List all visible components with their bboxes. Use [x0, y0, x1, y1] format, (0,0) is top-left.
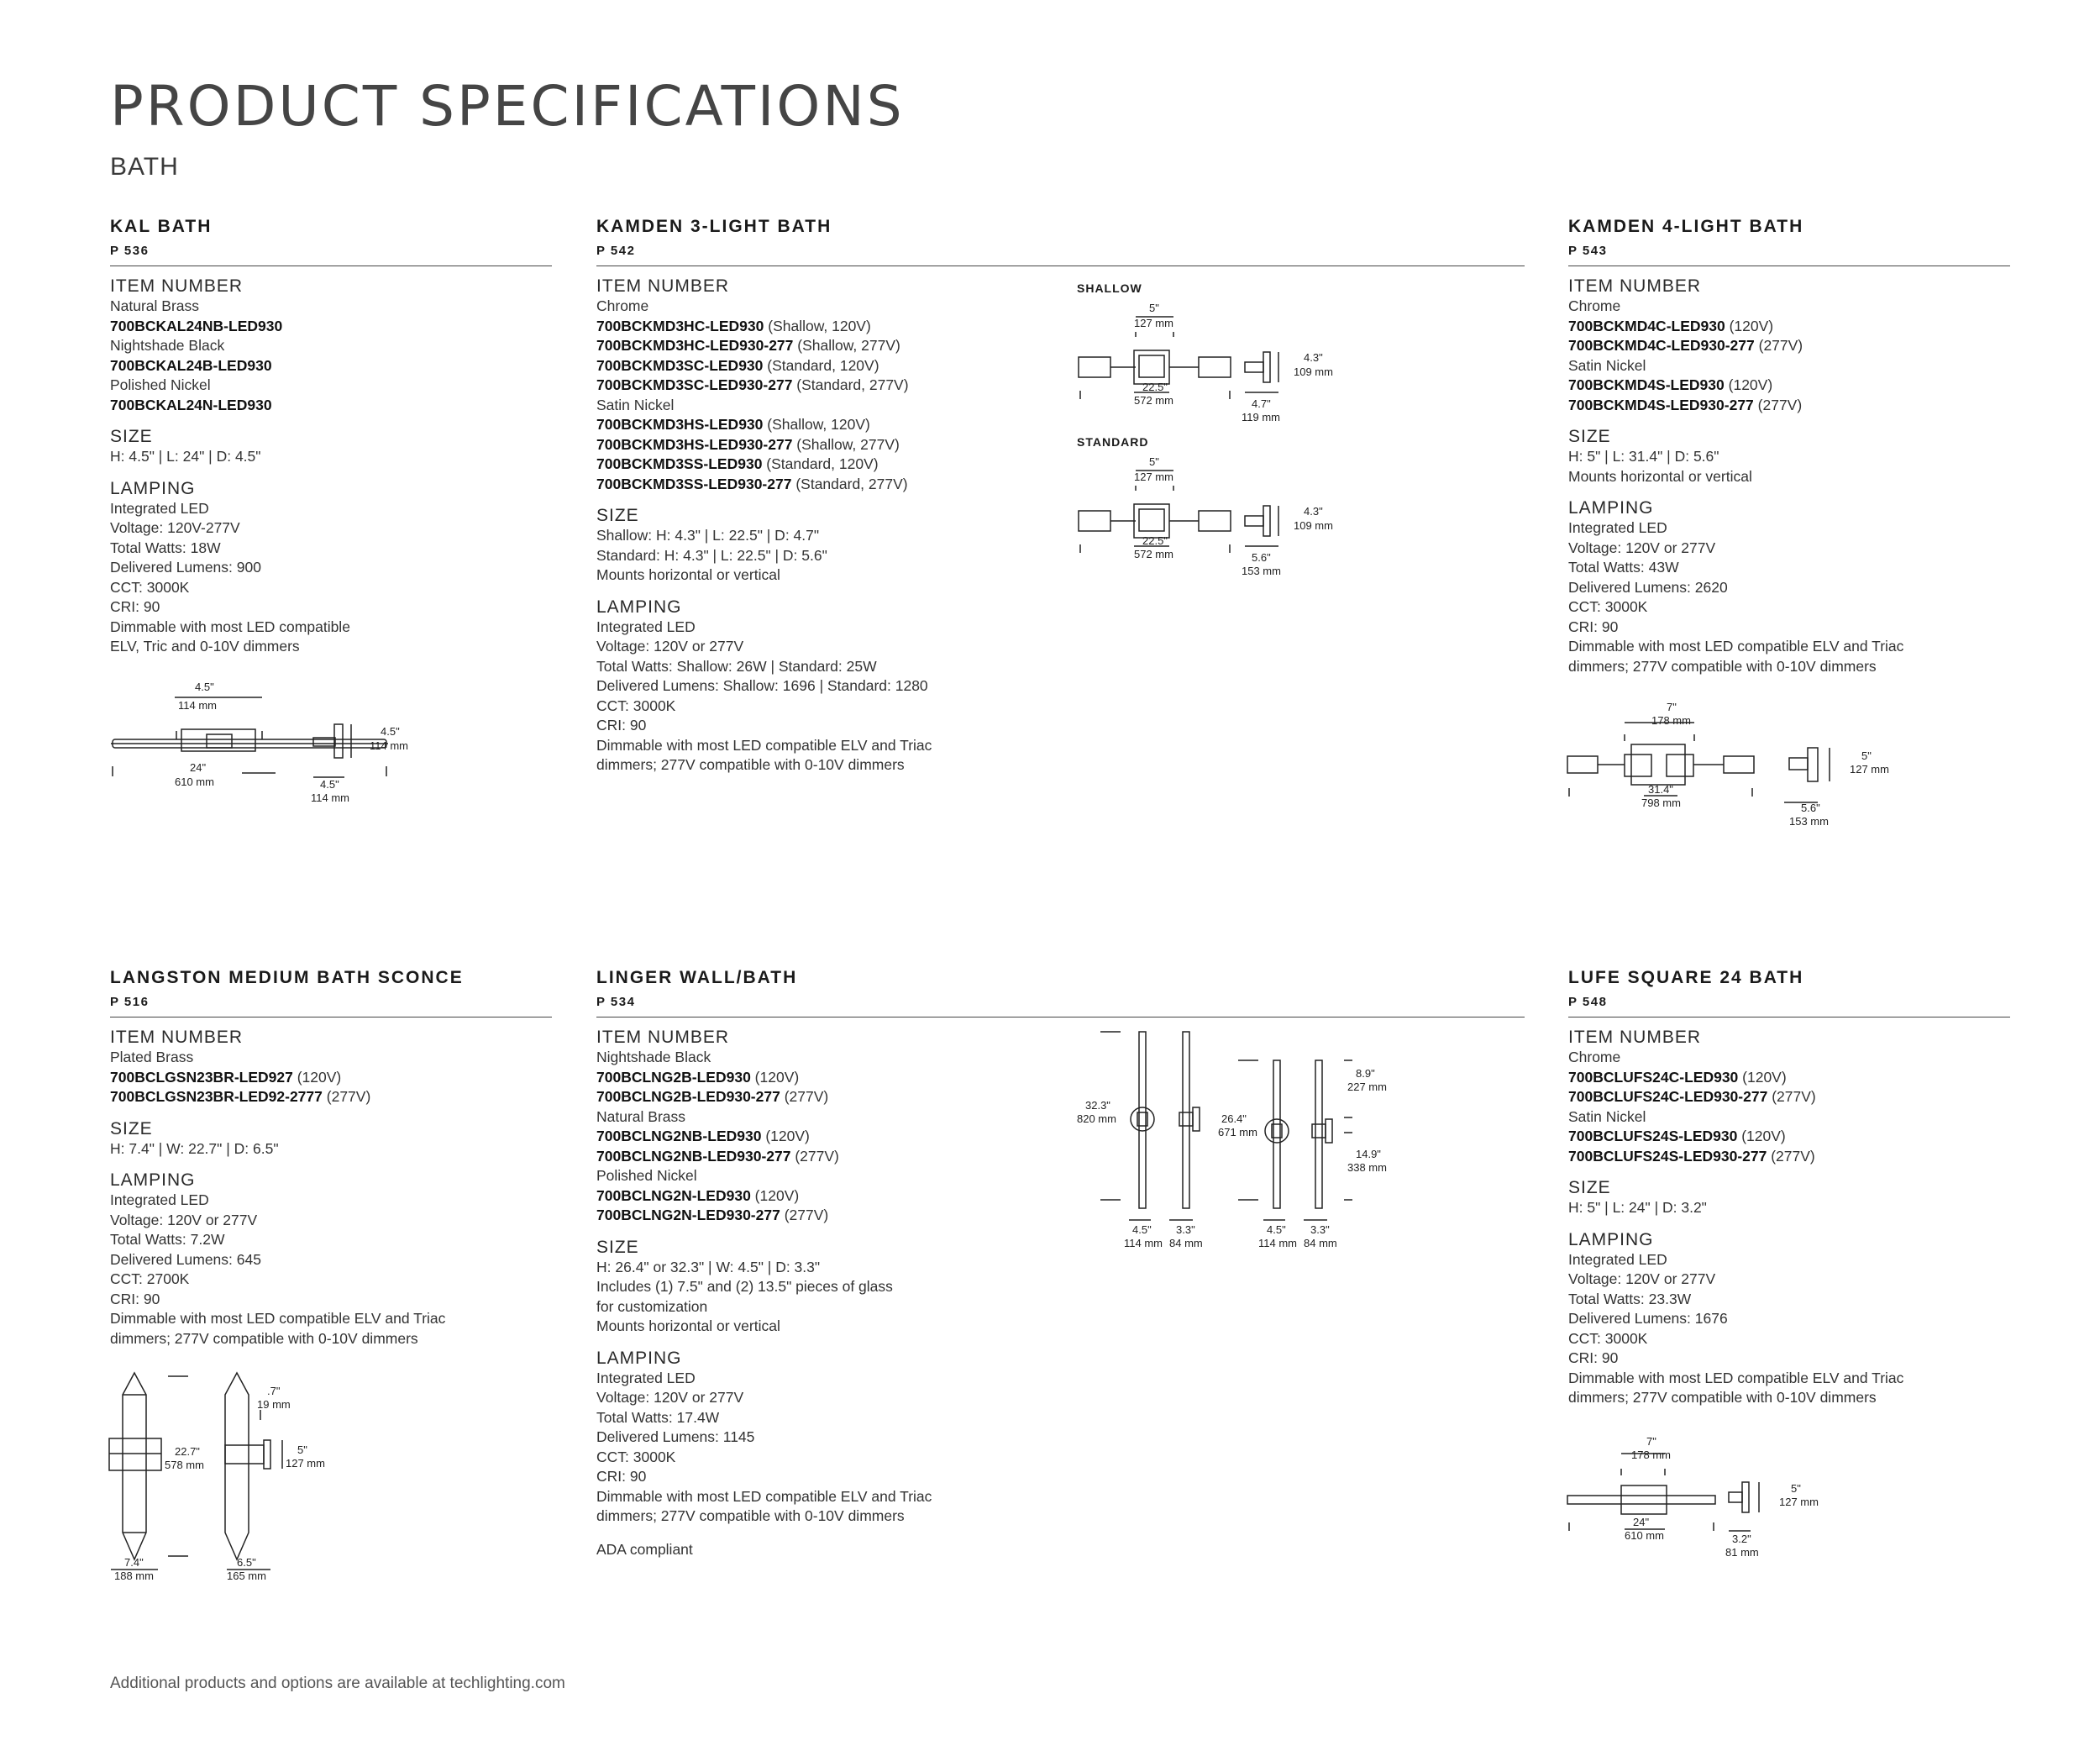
kal-dim-len-in: 24": [190, 761, 207, 774]
item-code-text: 700BCLGSN23BR-LED927: [110, 1068, 293, 1086]
linger-w-mm-2: 114 mm: [1258, 1237, 1297, 1249]
kal-dim-h-in: 4.5": [381, 725, 400, 738]
item-code: [596, 1147, 1067, 1167]
item-variant: (120V): [750, 1068, 800, 1086]
kamden3-standard-len-mm: 572 mm: [1134, 548, 1173, 560]
item-code: [110, 317, 552, 337]
item-code-text: 700BCKMD4C-LED930: [1568, 317, 1725, 334]
lamping-line: Total Watts: 18W: [110, 539, 221, 556]
item-code-text: 700BCKMD4S-LED930: [1568, 376, 1725, 393]
finish-text: Natural Brass: [596, 1107, 686, 1125]
finish-name: [1568, 297, 2010, 317]
item-variant: (Shallow, 277V): [792, 435, 900, 453]
item-code-text: 700BCLNG2NB-LED930-277: [596, 1147, 791, 1165]
kamden4-d-in: 5.6": [1801, 802, 1820, 814]
item-code: [596, 1068, 1067, 1088]
size-heading: SIZE: [596, 1237, 639, 1257]
finish-name: [110, 1048, 552, 1068]
item-code-text: 700BCKMD3SC-LED930-277: [596, 376, 793, 393]
lamping-line: ELV, Tric and 0-10V dimmers: [110, 638, 300, 655]
kal-dim-top-in: 4.5": [195, 681, 214, 693]
finish-name: [110, 297, 552, 317]
lufe-d-in: 3.2": [1732, 1533, 1751, 1545]
linger-w-in-1: 4.5": [1132, 1223, 1152, 1236]
kamden3-standard-label: STANDARD: [1077, 435, 1149, 449]
kamden3-shallow-len-mm: 572 mm: [1134, 394, 1173, 407]
size-line: Mounts horizontal or vertical: [1568, 467, 1752, 485]
langston-top-in: .7": [267, 1385, 281, 1397]
langston-dimension-diagram: [108, 1370, 343, 1580]
size-heading: SIZE: [1568, 1178, 1611, 1197]
finish-text: Chrome: [596, 297, 649, 314]
item-number-heading: ITEM NUMBER: [1568, 1028, 1701, 1047]
item-variant: (120V): [761, 1128, 810, 1144]
item-variant: (120V): [1725, 317, 1774, 334]
item-variant: (Shallow, 120V): [764, 317, 871, 334]
item-variant: (Standard, 277V): [792, 376, 909, 393]
lamping-line: CRI: 90: [110, 598, 160, 615]
item-variant: (120V): [292, 1068, 342, 1086]
product-name: KAMDEN 4-LIGHT BATH: [1568, 217, 1804, 236]
product-text-column: [1568, 276, 2010, 676]
lamping-line: Integrated LED: [596, 1369, 696, 1386]
finish-name: [596, 297, 1067, 317]
item-variant: (277V): [322, 1088, 371, 1105]
item-code: [1568, 1127, 2010, 1147]
lamping-line: Voltage: 120V or 277V: [596, 1389, 744, 1406]
lamping-line: Dimmable with most LED compatible ELV and Triac: [596, 1487, 932, 1505]
item-code: [1568, 396, 2010, 416]
product-text-column: [596, 1028, 1067, 1559]
lamping-line: Dimmable with most LED compatible ELV and Triac: [1568, 638, 1904, 655]
product-page-ref: P 548: [1568, 995, 1608, 1009]
lamping-line: Delivered Lumens: 645: [110, 1250, 261, 1268]
lamping-line: Total Watts: 17.4W: [596, 1408, 720, 1426]
item-code: [596, 317, 1067, 337]
finish-name: [1568, 1048, 2010, 1068]
lamping-heading: LAMPING: [110, 1170, 196, 1190]
item-code: [596, 1186, 1067, 1207]
product-lufe-square-24-bath: [1568, 968, 2010, 1408]
lamping-heading: LAMPING: [596, 1348, 682, 1368]
finish-name: [1568, 1107, 2010, 1128]
item-number-heading: ITEM NUMBER: [596, 1028, 729, 1047]
kamden4-top-in: 7": [1667, 701, 1677, 713]
langston-d-in: 6.5": [237, 1556, 256, 1569]
product-page-ref: P 542: [596, 244, 636, 258]
finish-text: Polished Nickel: [596, 1167, 697, 1184]
lufe-top-in: 7": [1646, 1435, 1656, 1448]
size-heading: SIZE: [110, 1118, 153, 1138]
item-code-text: 700BCKMD3SS-LED930: [596, 455, 763, 472]
product-name: KAL BATH: [110, 217, 213, 236]
product-page-ref: P 516: [110, 995, 150, 1009]
lamping-line: Integrated LED: [596, 618, 696, 635]
size-line: Mounts horizontal or vertical: [596, 566, 780, 583]
lamping-line: Integrated LED: [1568, 519, 1667, 536]
item-code: [596, 336, 1067, 356]
product-kamden-3-light-bath: [596, 217, 1525, 776]
linger-d-mm-2: 84 mm: [1304, 1237, 1337, 1249]
size-line: Standard: H: 4.3" | L: 22.5" | D: 5.6": [596, 546, 827, 564]
product-name: LANGSTON MEDIUM BATH SCONCE: [110, 968, 464, 987]
lamping-heading: LAMPING: [596, 597, 682, 617]
lamping-line: CRI: 90: [596, 717, 647, 734]
kamden4-h-mm: 127 mm: [1850, 763, 1889, 776]
langston-side-mm: 127 mm: [286, 1457, 325, 1470]
kal-dim-len-mm: 610 mm: [175, 776, 214, 788]
lamping-line: Dimmable with most LED compatible ELV and Triac: [110, 1310, 446, 1327]
lamping-line: Dimmable with most LED compatible ELV and Triac: [1568, 1369, 1904, 1386]
size-line: Includes (1) 7.5" and (2) 13.5" pieces of glass: [596, 1278, 893, 1295]
linger-b-mm: 671 mm: [1218, 1126, 1257, 1138]
item-variant: (120V): [1724, 376, 1773, 393]
lamping-line: Delivered Lumens: Shallow: 1696 | Standard: 1280: [596, 677, 928, 694]
finish-name: [596, 396, 1067, 416]
size-line: H: 7.4" | W: 22.7" | D: 6.5": [110, 1139, 279, 1157]
item-code-text: 700BCKMD3HC-LED930: [596, 317, 764, 334]
kamden3-standard-d-mm: 153 mm: [1242, 565, 1281, 577]
item-variant: (Standard, 120V): [762, 455, 879, 472]
lamping-heading: LAMPING: [1568, 1229, 1654, 1249]
linger-e-in: 14.9": [1356, 1148, 1381, 1160]
lamping-line: Voltage: 120V or 277V: [596, 638, 744, 655]
kamden4-dimension-diagram: [1564, 697, 1900, 832]
lamping-line: Integrated LED: [110, 499, 209, 517]
lufe-top-mm: 178 mm: [1631, 1449, 1671, 1461]
lamping-heading: LAMPING: [110, 478, 196, 498]
product-kamden-4-light-bath: [1568, 217, 2010, 676]
kamden3-standard-len-in: 22.5": [1142, 534, 1168, 547]
kamden3-shallow-diagram: [1077, 298, 1354, 433]
item-code: [1568, 1087, 2010, 1107]
item-code: [596, 415, 1067, 435]
finish-text: Chrome: [1568, 297, 1621, 314]
lamping-line: Voltage: 120V or 277V: [110, 1211, 258, 1228]
size-line: H: 4.5" | L: 24" | D: 4.5": [110, 448, 261, 465]
item-code: [1568, 376, 2010, 396]
lufe-d-mm: 81 mm: [1725, 1546, 1759, 1559]
item-variant: (277V): [1767, 1088, 1816, 1105]
product-text-column: [596, 276, 1067, 776]
item-code-text: 700BCKMD3HC-LED930-277: [596, 337, 794, 354]
kamden4-len-in: 31.4": [1648, 783, 1673, 796]
kamden4-len-mm: 798 mm: [1641, 797, 1681, 809]
kamden3-standard-d-in: 5.6": [1252, 551, 1271, 564]
item-number-heading: ITEM NUMBER: [596, 276, 729, 296]
item-variant: (Shallow, 120V): [763, 416, 870, 433]
finish-name: [110, 376, 552, 396]
item-code-text: 700BCKMD4C-LED930-277: [1568, 337, 1755, 354]
lufe-len-mm: 610 mm: [1625, 1529, 1664, 1542]
size-line: H: 26.4" or 32.3" | W: 4.5" | D: 3.3": [596, 1258, 821, 1275]
lamping-line: dimmers; 277V compatible with 0-10V dimmers: [1568, 1389, 1877, 1406]
product-text-column: [1568, 1028, 2010, 1408]
product-text-column: [110, 276, 552, 657]
item-code-text: 700BCLNG2NB-LED930: [596, 1128, 762, 1144]
lamping-line: Total Watts: 43W: [1568, 559, 1679, 576]
kal-dim-d-in: 4.5": [320, 778, 339, 791]
lamping-line: dimmers; 277V compatible with 0-10V dimmers: [110, 1329, 418, 1347]
page-title: PRODUCT SPECIFICATIONS: [110, 74, 905, 139]
lamping-line: CRI: 90: [110, 1290, 160, 1307]
item-code: [1568, 317, 2010, 337]
lamping-line: Delivered Lumens: 2620: [1568, 578, 1728, 596]
item-variant: (277V): [780, 1088, 829, 1105]
lamping-line: CRI: 90: [1568, 618, 1619, 635]
item-code-text: 700BCKMD3SS-LED930-277: [596, 475, 792, 492]
item-code-text: 700BCKAL24NB-LED930: [110, 317, 283, 334]
item-code: [596, 1206, 1067, 1226]
product-name: KAMDEN 3-LIGHT BATH: [596, 217, 832, 236]
langston-h-mm: 578 mm: [165, 1459, 204, 1471]
langston-w-mm: 188 mm: [114, 1570, 154, 1580]
lamping-line: Dimmable with most LED compatible ELV and Triac: [596, 736, 932, 754]
lamping-line: Voltage: 120V-277V: [110, 519, 240, 536]
spacer: [596, 1527, 1067, 1540]
kamden3-shallow-top-mm: 127 mm: [1134, 317, 1173, 329]
lamping-line: Delivered Lumens: 1676: [1568, 1310, 1728, 1327]
lamping-line: Integrated LED: [1568, 1250, 1667, 1268]
item-code: [596, 376, 1067, 396]
item-code: [110, 356, 552, 376]
langston-h-in: 22.7": [175, 1445, 200, 1458]
item-code-text: 700BCLUFS24C-LED930-277: [1568, 1088, 1768, 1105]
item-code: [1568, 1147, 2010, 1167]
item-code-text: 700BCKAL24B-LED930: [110, 356, 272, 374]
item-number-heading: ITEM NUMBER: [1568, 276, 1701, 296]
finish-text: Plated Brass: [110, 1049, 194, 1065]
lamping-line: Delivered Lumens: 1145: [596, 1428, 755, 1445]
langston-side-in: 5": [297, 1443, 307, 1456]
item-code-text: 700BCLUFS24S-LED930-277: [1568, 1147, 1767, 1165]
item-variant: (277V): [1754, 337, 1803, 354]
item-code-text: 700BCKMD3HS-LED930: [596, 416, 764, 433]
finish-text: Nightshade Black: [596, 1049, 711, 1065]
item-code: [596, 356, 1067, 376]
linger-dimension-diagram: [1058, 1025, 1394, 1277]
item-variant: (277V): [1767, 1147, 1815, 1165]
ada-compliant-note: ADA compliant: [596, 1540, 693, 1558]
item-number-heading: ITEM NUMBER: [110, 276, 243, 296]
size-line: Shallow: H: 4.3" | L: 22.5" | D: 4.7": [596, 527, 820, 544]
item-variant: (120V): [750, 1186, 800, 1204]
linger-c-in: 8.9": [1356, 1067, 1375, 1080]
item-variant: (Standard, 120V): [763, 356, 879, 374]
item-code-text: 700BCLNG2B-LED930-277: [596, 1088, 780, 1105]
linger-a-in: 32.3": [1085, 1099, 1110, 1112]
item-variant: (120V): [1738, 1068, 1787, 1086]
lamping-line: Delivered Lumens: 900: [110, 559, 261, 576]
page-subtitle: BATH: [110, 153, 179, 181]
lamping-line: Voltage: 120V or 277V: [1568, 1270, 1716, 1287]
product-name: LINGER WALL/BATH: [596, 968, 798, 987]
kamden4-top-mm: 178 mm: [1651, 714, 1691, 727]
item-code: [596, 1127, 1067, 1147]
lamping-line: CCT: 3000K: [596, 697, 676, 714]
finish-name: [1568, 356, 2010, 376]
product-page-ref: P 536: [110, 244, 150, 258]
lamping-line: CCT: 3000K: [1568, 598, 1648, 615]
size-line: H: 5" | L: 24" | D: 3.2": [1568, 1199, 1707, 1216]
kal-dim-h-mm: 114 mm: [370, 739, 408, 752]
item-code: [110, 396, 552, 416]
finish-text: Nightshade Black: [110, 337, 225, 354]
item-variant: (Standard, 277V): [791, 475, 908, 492]
finish-text: Satin Nickel: [1568, 1107, 1646, 1125]
langston-w-in: 7.4": [124, 1556, 144, 1569]
kamden3-shallow-len-in: 22.5": [1142, 381, 1168, 393]
kal-bath-dimension-diagram: [108, 672, 410, 815]
size-heading: SIZE: [110, 427, 153, 446]
item-code: [110, 1087, 552, 1107]
item-code: [596, 455, 1067, 475]
kamden3-standard-top-in: 5": [1149, 455, 1159, 468]
item-code-text: 700BCLNG2N-LED930: [596, 1186, 751, 1204]
product-text-column: [110, 1028, 552, 1349]
item-code-text: 700BCKMD3SC-LED930: [596, 356, 764, 374]
item-code-text: 700BCKMD4S-LED930-277: [1568, 396, 1754, 413]
item-code-text: 700BCLNG2N-LED930-277: [596, 1207, 780, 1223]
product-name: LUFE SQUARE 24 BATH: [1568, 968, 1804, 987]
item-variant: (277V): [790, 1147, 839, 1165]
kal-dim-d-mm: 114 mm: [311, 791, 349, 804]
kamden3-shallow-h-in: 4.3": [1304, 351, 1323, 364]
size-line: Mounts horizontal or vertical: [596, 1317, 780, 1334]
kamden3-standard-h-in: 4.3": [1304, 505, 1323, 518]
kamden3-shallow-h-mm: 109 mm: [1294, 365, 1333, 378]
item-code: [1568, 1068, 2010, 1088]
item-code: [596, 435, 1067, 455]
finish-name: [596, 1107, 1067, 1128]
kamden3-standard-diagram: [1077, 452, 1354, 586]
kamden3-shallow-label: SHALLOW: [1077, 281, 1142, 295]
lamping-line: dimmers; 277V compatible with 0-10V dimmers: [596, 756, 905, 773]
item-code: [596, 475, 1067, 495]
linger-w-mm-1: 114 mm: [1124, 1237, 1163, 1249]
lamping-line: Total Watts: 7.2W: [110, 1231, 225, 1248]
lamping-line: Total Watts: 23.3W: [1568, 1290, 1692, 1307]
kamden3-standard-h-mm: 109 mm: [1294, 519, 1333, 532]
lamping-line: Integrated LED: [110, 1191, 209, 1208]
kamden3-standard-top-mm: 127 mm: [1134, 471, 1173, 483]
item-variant: (Shallow, 277V): [793, 337, 900, 354]
lufe-len-in: 24": [1633, 1516, 1650, 1528]
linger-a-mm: 820 mm: [1077, 1112, 1116, 1125]
lamping-line: Total Watts: Shallow: 26W | Standard: 25W: [596, 657, 877, 675]
finish-text: Polished Nickel: [110, 376, 211, 393]
size-line: H: 5" | L: 31.4" | D: 5.6": [1568, 448, 1719, 465]
finish-text: Chrome: [1568, 1049, 1621, 1065]
size-heading: SIZE: [596, 506, 639, 525]
footer-note: Additional products and options are available at techlighting.com: [110, 1675, 565, 1692]
langston-d-mm: 165 mm: [227, 1570, 266, 1580]
item-code-text: 700BCLGSN23BR-LED92-2777: [110, 1088, 323, 1105]
kamden3-shallow-d-in: 4.7": [1252, 397, 1271, 410]
lufe-h-mm: 127 mm: [1779, 1496, 1819, 1508]
lamping-line: CCT: 2700K: [110, 1270, 190, 1287]
product-langston-medium-bath-sconce: [110, 968, 552, 1349]
kamden3-shallow-d-mm: 119 mm: [1242, 411, 1280, 423]
item-code: [110, 1068, 552, 1088]
lufe-square-dimension-diagram: [1564, 1428, 1900, 1563]
lamping-line: dimmers; 277V compatible with 0-10V dimmers: [596, 1507, 905, 1524]
item-code-text: 700BCKAL24N-LED930: [110, 396, 272, 413]
product-kal-bath: [110, 217, 552, 657]
linger-w-in-2: 4.5": [1267, 1223, 1286, 1236]
item-code-text: 700BCLNG2B-LED930: [596, 1068, 751, 1086]
kal-dim-top-mm: 114 mm: [178, 699, 217, 712]
lamping-line: dimmers; 277V compatible with 0-10V dimmers: [1568, 657, 1877, 675]
linger-d-in-1: 3.3": [1176, 1223, 1195, 1236]
finish-name: [110, 336, 552, 356]
item-variant: (277V): [780, 1207, 829, 1223]
size-heading: SIZE: [1568, 427, 1611, 446]
kamden4-d-mm: 153 mm: [1789, 815, 1829, 828]
lamping-line: CCT: 3000K: [110, 578, 190, 596]
item-variant: (277V): [1753, 396, 1803, 413]
finish-text: Satin Nickel: [1568, 356, 1646, 374]
size-line: for customization: [596, 1297, 708, 1315]
finish-text: Satin Nickel: [596, 396, 675, 413]
item-code: [1568, 336, 2010, 356]
linger-b-in: 26.4": [1221, 1112, 1247, 1125]
lamping-heading: LAMPING: [1568, 498, 1654, 518]
product-page-ref: P 534: [596, 995, 636, 1009]
item-code-text: 700BCKMD3HS-LED930-277: [596, 435, 793, 453]
lamping-line: CRI: 90: [596, 1468, 647, 1485]
linger-e-mm: 338 mm: [1347, 1161, 1387, 1174]
item-code: [596, 1087, 1067, 1107]
lamping-line: CCT: 3000K: [1568, 1329, 1648, 1347]
item-variant: (120V): [1737, 1128, 1786, 1144]
langston-top-mm: 19 mm: [257, 1398, 291, 1411]
linger-d-mm-1: 84 mm: [1169, 1237, 1203, 1249]
item-code-text: 700BCLUFS24C-LED930: [1568, 1068, 1739, 1086]
lamping-line: Dimmable with most LED compatible: [110, 618, 350, 635]
product-page-ref: P 543: [1568, 244, 1608, 258]
lufe-h-in: 5": [1791, 1482, 1801, 1495]
kamden4-h-in: 5": [1861, 749, 1872, 762]
item-code-text: 700BCLUFS24S-LED930: [1568, 1128, 1738, 1144]
finish-name: [596, 1166, 1067, 1186]
linger-c-mm: 227 mm: [1347, 1081, 1387, 1093]
lamping-line: Voltage: 120V or 277V: [1568, 539, 1716, 556]
kamden3-shallow-top-in: 5": [1149, 302, 1159, 314]
linger-d-in-2: 3.3": [1310, 1223, 1330, 1236]
finish-text: Natural Brass: [110, 297, 200, 314]
finish-name: [596, 1048, 1067, 1068]
item-number-heading: ITEM NUMBER: [110, 1028, 243, 1047]
lamping-line: CCT: 3000K: [596, 1448, 676, 1465]
lamping-line: CRI: 90: [1568, 1349, 1619, 1366]
